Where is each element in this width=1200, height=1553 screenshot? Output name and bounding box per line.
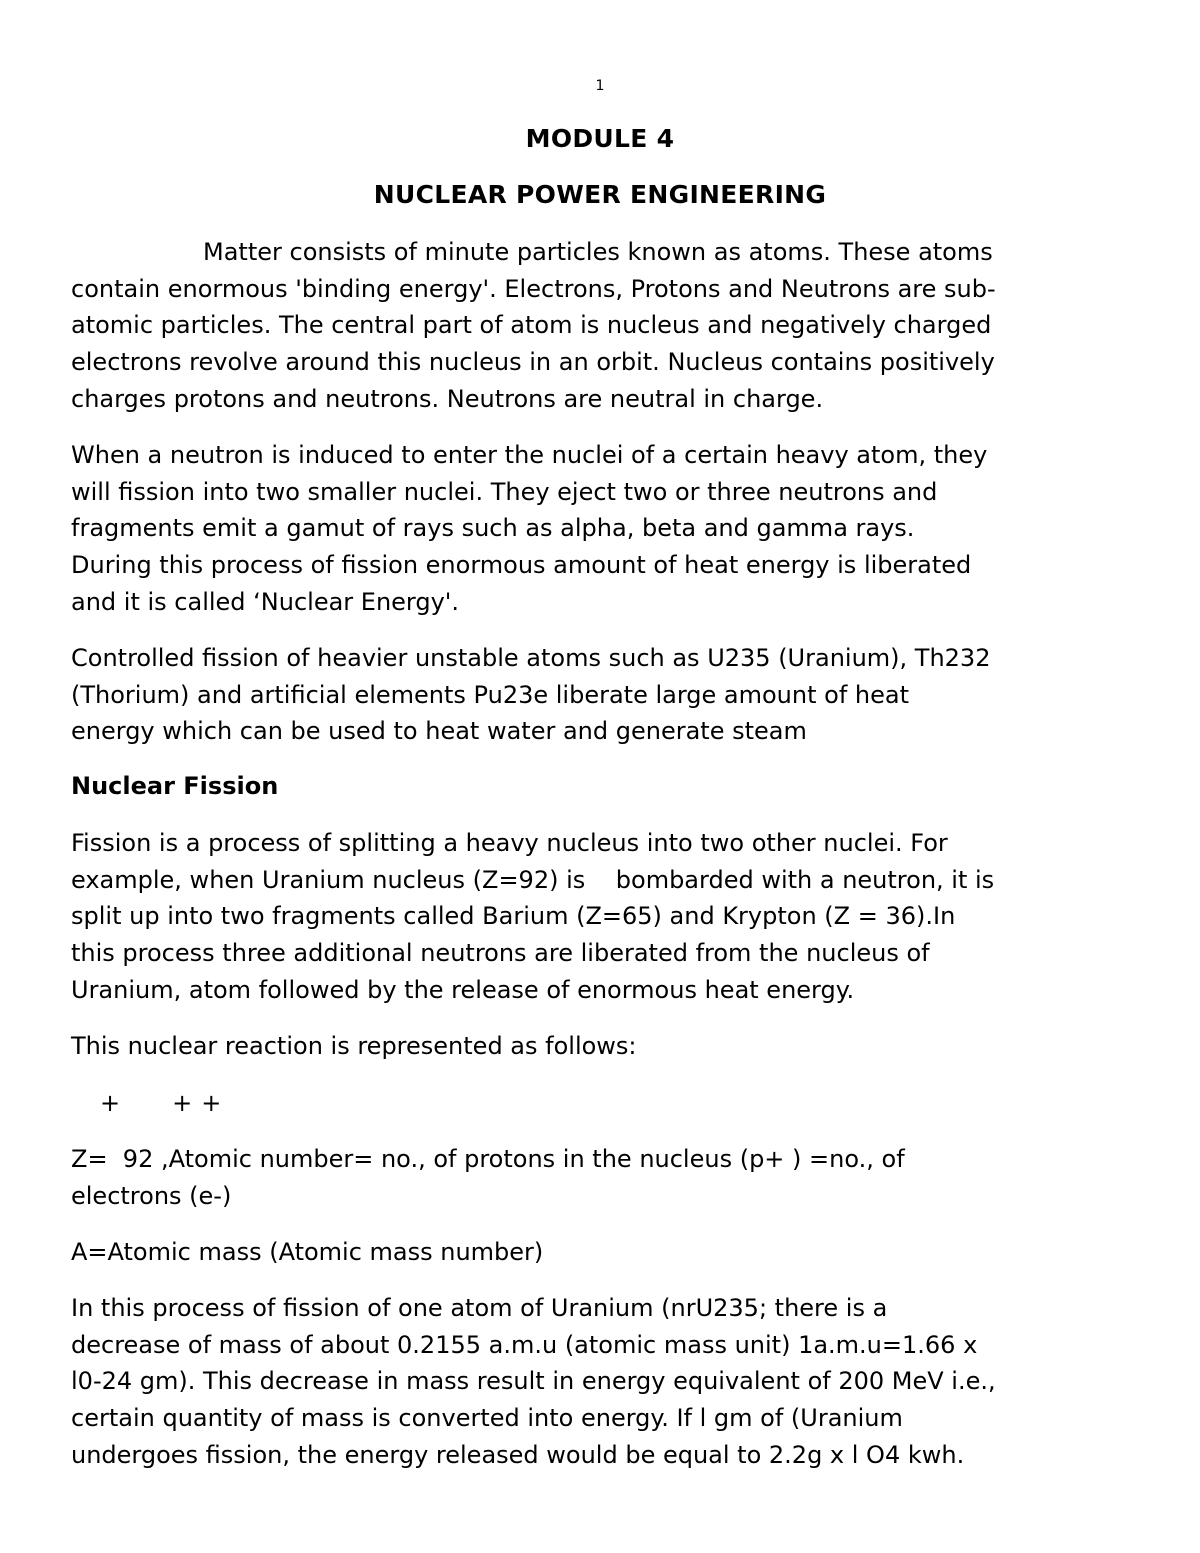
text-line: undergoes fission, the energy released would be equal to 2.2g x l O4 kwh. xyxy=(71,1440,965,1469)
text-line: Controlled fission of heavier unstable atoms such as U235 (Uranium), Th232 xyxy=(71,644,991,672)
text-line: this process three additional neutrons are liberated from the nucleus of xyxy=(71,939,930,968)
text-line: contain enormous 'binding energy'. Electrons, Protons and Neutrons are sub- xyxy=(71,274,996,303)
atomic-mass-definition: A=Atomic mass (Atomic mass number) xyxy=(71,1238,544,1266)
reaction-intro: This nuclear reaction is represented as follows: xyxy=(71,1032,637,1060)
text-line: charges protons and neutrons. Neutrons are neutral in charge. xyxy=(71,384,824,413)
page-number: 1 xyxy=(595,78,605,94)
fission-equation xyxy=(100,1085,221,1122)
text-line: During this process of fission enormous amount of heat energy is liberated xyxy=(71,551,972,580)
text-line: will fission into two smaller nuclei. They eject two or three neutrons and xyxy=(71,477,938,506)
text-line: decrease of mass of about 0.2155 a.m.u (atomic mass unit) 1a.m.u=1.66 x xyxy=(71,1330,978,1359)
subject-title: NUCLEAR POWER ENGINEERING xyxy=(373,180,827,209)
text-line: When a neutron is induced to enter the nuclei of a certain heavy atom, they xyxy=(71,441,988,469)
module-title: MODULE 4 xyxy=(525,124,675,153)
text-line: (Thorium) and artificial elements Pu23e liberate large amount of heat xyxy=(71,680,909,709)
mass-decrease-paragraph xyxy=(71,1290,1141,1474)
text-line: example, when Uranium nucleus (Z=92) is bombarded with a neutron, it is xyxy=(71,865,995,894)
fission-definition-paragraph xyxy=(71,825,1141,1009)
text-line: Matter consists of minute particles known as atoms. These atoms xyxy=(203,238,993,266)
plus-sign: + xyxy=(172,1089,193,1117)
text-line: Uranium, atom followed by the release of enormous heat energy. xyxy=(71,975,855,1004)
plus-sign: + xyxy=(201,1089,222,1117)
text-line: Z= 92 ,Atomic number= no., of protons in the nucleus (p+ ) =no., of xyxy=(71,1145,905,1173)
text-line: Fission is a process of splitting a heavy nucleus into two other nuclei. For xyxy=(71,829,948,857)
text-line: fragments emit a gamut of rays such as alpha, beta and gamma rays. xyxy=(71,514,915,543)
controlled-fission-paragraph xyxy=(71,640,1141,750)
text-line: electrons revolve around this nucleus in an orbit. Nucleus contains positively xyxy=(71,348,995,377)
nuclear-fission-heading: Nuclear Fission xyxy=(71,772,279,800)
atomic-number-definition xyxy=(71,1141,1141,1214)
text-line: and it is called ‘Nuclear Energy'. xyxy=(71,587,460,616)
text-line: atomic particles. The central part of atom is nucleus and negatively charged xyxy=(71,311,992,340)
intro-paragraph xyxy=(71,234,1141,418)
text-line: In this process of fission of one atom of Uranium (nrU235; there is a xyxy=(71,1294,888,1322)
text-line: energy which can be used to heat water and generate steam xyxy=(71,717,807,746)
plus-sign: + xyxy=(100,1089,121,1117)
text-line: l0-24 gm). This decrease in mass result in energy equivalent of 200 MeV i.e., xyxy=(71,1367,996,1396)
text-line: split up into two fragments called Barium (Z=65) and Krypton (Z = 36).In xyxy=(71,902,956,931)
text-line: certain quantity of mass is converted into energy. If l gm of (Uranium xyxy=(71,1404,903,1433)
text-line: electrons (e-) xyxy=(71,1181,232,1210)
neutron-paragraph xyxy=(71,437,1141,621)
